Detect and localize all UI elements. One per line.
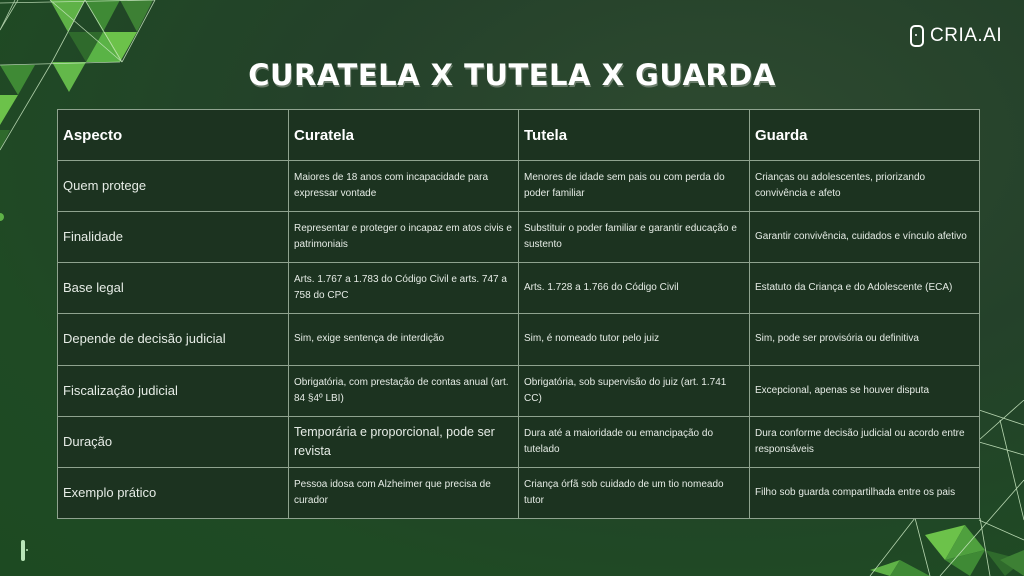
comparison-table xyxy=(57,109,980,519)
table-row xyxy=(58,467,980,518)
cell-guarda: Filho sob guarda compartilhada entre os pais xyxy=(750,467,980,518)
brand-name: CRIA.AI xyxy=(930,25,1003,46)
cell-curatela: Arts. 1.767 a 1.783 do Código Civil e arts. 747 a 758 do CPC xyxy=(289,263,519,314)
header-guarda: Guarda xyxy=(750,110,980,161)
cell-aspect: Exemplo prático xyxy=(58,467,289,518)
brand-logo xyxy=(910,23,1002,49)
cell-curatela: Obrigatória, com prestação de contas anual (art. 84 §4º LBI) xyxy=(289,365,519,416)
cell-guarda: Sim, pode ser provisória ou definitiva xyxy=(750,314,980,365)
cell-tutela: Dura até a maioridade ou emancipação do tutelado xyxy=(519,416,750,467)
cell-guarda: Estatuto da Criança e do Adolescente (ECA) xyxy=(750,263,980,314)
cell-aspect: Depende de decisão judicial xyxy=(58,314,289,365)
table-header-row xyxy=(58,110,980,161)
cell-aspect: Finalidade xyxy=(58,212,289,263)
table-row xyxy=(58,314,980,365)
header-aspecto: Aspecto xyxy=(58,110,289,161)
table-row xyxy=(58,161,980,212)
cell-tutela: Arts. 1.728 a 1.766 do Código Civil xyxy=(519,263,750,314)
cell-guarda: Dura conforme decisão judicial ou acordo entre responsáveis xyxy=(750,416,980,467)
cria-ai-logo-icon xyxy=(910,25,924,47)
cell-tutela: Obrigatória, sob supervisão do juiz (art. 1.741 CC) xyxy=(519,365,750,416)
cell-curatela: Representar e proteger o incapaz em atos civis e patrimoniais xyxy=(289,212,519,263)
header-curatela: Curatela xyxy=(289,110,519,161)
cell-guarda: Crianças ou adolescentes, priorizando convivência e afeto xyxy=(750,161,980,212)
cell-tutela: Substituir o poder familiar e garantir educação e sustento xyxy=(519,212,750,263)
cell-curatela: Temporária e proporcional, pode ser revista xyxy=(289,416,519,467)
header-tutela: Tutela xyxy=(519,110,750,161)
cell-curatela: Maiores de 18 anos com incapacidade para expressar vontade xyxy=(289,161,519,212)
cell-aspect: Fiscalização judicial xyxy=(58,365,289,416)
cell-guarda: Excepcional, apenas se houver disputa xyxy=(750,365,980,416)
table-row xyxy=(58,365,980,416)
page-title: CURATELA X TUTELA X GUARDA xyxy=(248,58,776,92)
cell-tutela: Menores de idade sem pais ou com perda do poder familiar xyxy=(519,161,750,212)
cell-aspect: Quem protege xyxy=(58,161,289,212)
cria-ai-logo-icon xyxy=(21,540,25,561)
cell-aspect: Duração xyxy=(58,416,289,467)
cell-curatela: Sim, exige sentença de interdição xyxy=(289,314,519,365)
cell-tutela: Sim, é nomeado tutor pelo juiz xyxy=(519,314,750,365)
table-row xyxy=(58,212,980,263)
brand-logo-small xyxy=(21,542,25,560)
table-row xyxy=(58,416,980,467)
cell-curatela: Pessoa idosa com Alzheimer que precisa de curador xyxy=(289,467,519,518)
green-dot-decoration xyxy=(0,213,4,221)
cell-aspect: Base legal xyxy=(58,263,289,314)
cell-tutela: Criança órfã sob cuidado de um tio nomeado tutor xyxy=(519,467,750,518)
table-row xyxy=(58,263,980,314)
cell-guarda: Garantir convivência, cuidados e vínculo afetivo xyxy=(750,212,980,263)
